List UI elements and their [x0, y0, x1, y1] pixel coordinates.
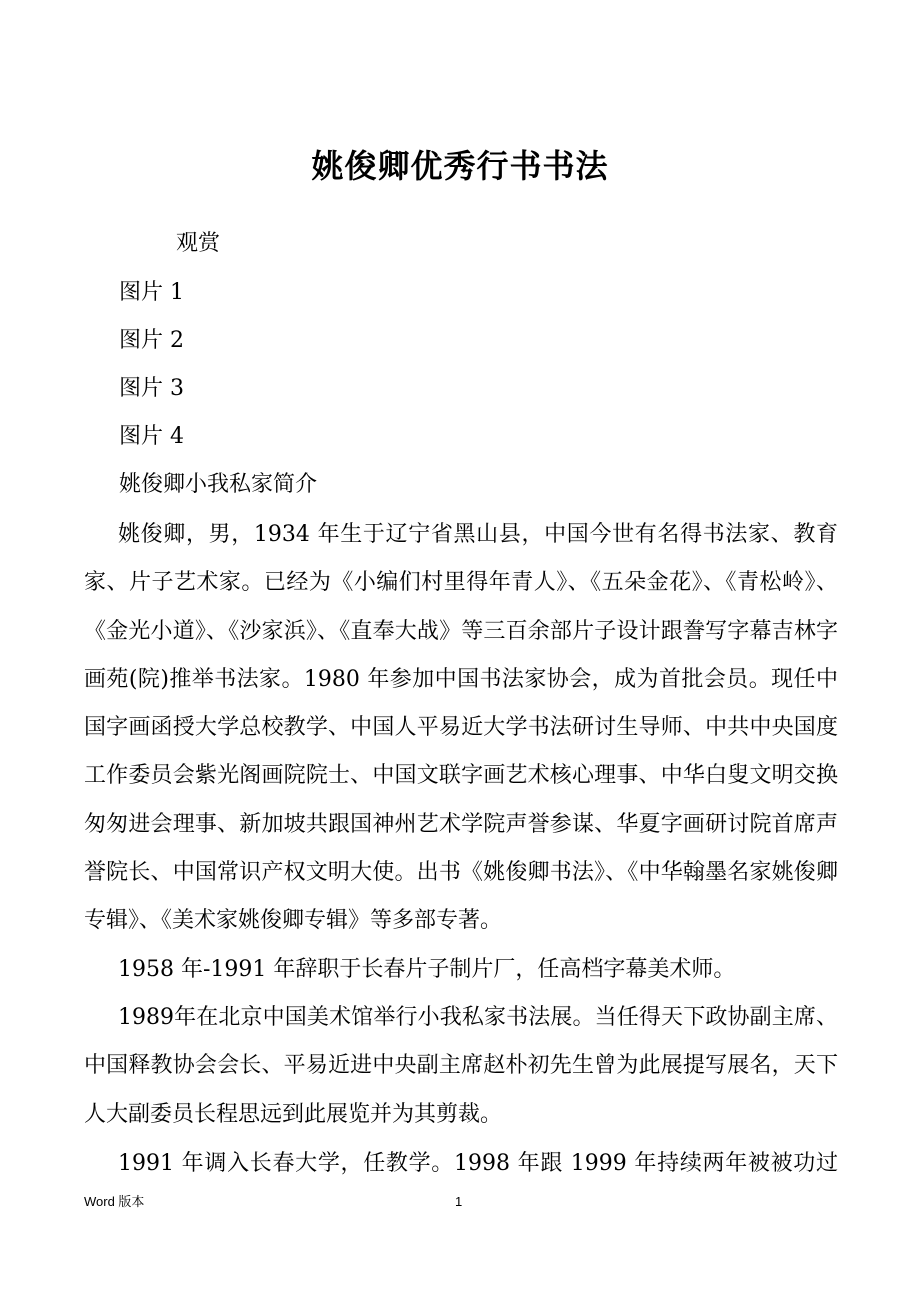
- page-number: 1: [455, 1194, 463, 1209]
- paragraph-1958: 1958 年-1991 年辞职于长春片子制片厂，任高档字幕美术师。: [118, 957, 736, 982]
- paragraph-1989: 1989年在北京中国美术馆举行小我私家书法展。当任得天下政协副主席、中国释教协会会长、平易近进中央副主席赵朴初先生曾为此展提写展名，天下人大副委员长程思远到此展览并为其剪裁。: [84, 1005, 838, 1127]
- section-heading: 姚俊卿小我私家简介: [119, 472, 318, 497]
- image-label-1: 图片 1: [119, 280, 184, 305]
- document-title: 姚俊卿优秀行书书法: [311, 147, 609, 185]
- subheading: 观赏: [176, 231, 221, 256]
- image-label-2: 图片 2: [119, 328, 184, 353]
- image-label-3: 图片 3: [119, 376, 184, 401]
- paragraph-biography: 姚俊卿，男，1934 年生于辽宁省黑山县，中国今世有名得书法家、教育家、片子艺术家。已经为《小编们村里得年青人》、《五朵金花》、《青松岭》、《金光小道》、《沙家浜》、《直奉大战》等三百余部片子设计跟誊写字幕吉林字画苑(院)推举书法家。1980 年参加中国书法家协会，成为首批会员。现任中国字画函授大学总校教学、中国人平易近大学书法研讨生导师、中共中央国度工作委员会紫光阁画院院士、中国文联字画艺术核心理事、中华白叟文明交换匆匆进会理事、新加坡共跟国神州艺术学院声誉参谋、华夏字画研讨院首席声誉院长、中国常识产权文明大使。出书《姚俊卿书法》、《中华翰墨名家姚俊卿专辑》、《美术家姚俊卿专辑》等多部专著。: [84, 522, 838, 934]
- paragraph-1991: 1991 年调入长春大学，任教学。1998 年跟 1999 年持续两年被被功过: [118, 1151, 838, 1176]
- image-label-4: 图片 4: [119, 424, 184, 449]
- footer-label: Word 版本: [84, 1194, 145, 1209]
